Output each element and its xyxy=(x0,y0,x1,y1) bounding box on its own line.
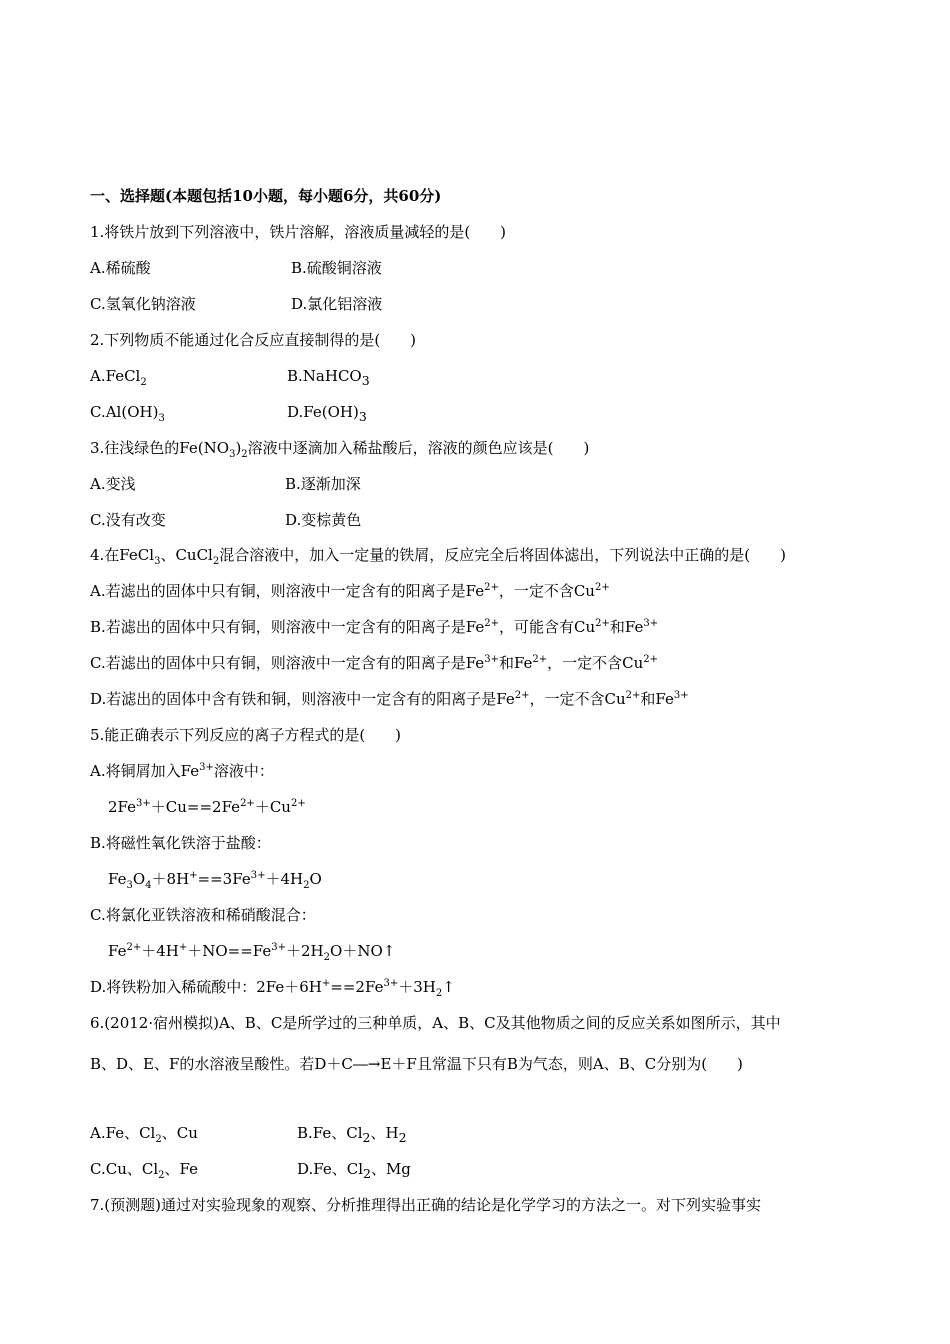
question-2-stem: 2.下列物质不能通过化合反应直接制得的是( ) xyxy=(90,331,417,349)
question-4-option-a: A.若滤出的固体中只有铜，则溶液中一定含有的阳离子是$Fe^{2+}$，一定不含$Cu^{2+}$ xyxy=(90,582,610,600)
question-5-stem: 5.能正确表示下列反应的离子方程式的是( ) xyxy=(90,726,402,744)
question-5-option-b: B.将磁性氧化铁溶于盐酸： xyxy=(90,834,271,852)
question-3-option-b: B.逐渐加深 xyxy=(285,475,361,493)
question-1-stem: 1.将铁片放到下列溶液中，铁片溶解，溶液质量减轻的是( ) xyxy=(90,223,507,241)
section-title: 一、选择题(本题包括10小题，每小题6分，共60分) xyxy=(90,187,442,205)
question-6-option-d: D.Fe、$Cl_2$、Mg xyxy=(297,1160,411,1181)
question-1-option-d: D.氯化铝溶液 xyxy=(291,295,383,313)
question-6-option-b: B.Fe、$Cl_2$、$H_2$ xyxy=(297,1124,407,1145)
question-3-option-a: A.变浅 xyxy=(90,475,136,493)
question-1-option-b: B.硫酸铜溶液 xyxy=(291,259,382,277)
question-5-option-a: A.将铜屑加入$Fe^{3+}$溶液中： xyxy=(90,762,274,780)
question-5-option-c: C.将氯化亚铁溶液和稀硝酸混合： xyxy=(90,906,316,924)
question-2-option-d: $D.Fe(OH)_3$ xyxy=(287,403,367,424)
question-3-stem: 3.往浅绿色的$Fe(NO_3)_2$溶液中逐滴加入稀盐酸后，溶液的颜色应该是( ) xyxy=(90,439,590,460)
question-6-option-a: A.Fe、$Cl_2$、Cu xyxy=(90,1124,198,1145)
question-6-stem-line-1: 6.(2012·宿州模拟)A、B、C是所学过的三种单质，A、B、C及其他物质之间的反应关系如图所示，其中 xyxy=(90,1014,781,1032)
question-5-equation-a: $2Fe^{3+}+Cu==2Fe^{2+}+Cu^{2+}$ xyxy=(108,798,306,816)
question-2-option-b: B.NaHCO$_3$ xyxy=(287,367,370,388)
question-1-option-a: A.稀硫酸 xyxy=(90,259,151,277)
question-4-stem: 4.在FeCl$_3$、CuCl$_2$混合溶液中，加入一定量的铁屑，反应完全后将固体滤出，下列说法中正确的是( ) xyxy=(90,546,786,567)
question-4-option-d: D.若滤出的固体中含有铁和铜，则溶液中一定含有的阳离子是$Fe^{2+}$，一定不含$Cu^{2+}$和$Fe^{3+}$ xyxy=(90,690,689,708)
question-7-stem-line-1: 7.(预测题)通过对实验现象的观察、分析推理得出正确的结论是化学学习的方法之一。对下列实验事实 xyxy=(90,1196,762,1214)
question-1-option-c: C.氢氧化钠溶液 xyxy=(90,295,196,313)
question-3-option-c: C.没有改变 xyxy=(90,511,166,529)
question-6-stem-line-2: B、D、E、F的水溶液呈酸性。若D＋C―→E＋F且常温下只有B为气态，则A、B、C分别为( ) xyxy=(90,1055,743,1073)
question-5-equation-c: $Fe^{2+}+4H^++NO==Fe^{3+}+2H_2O+NO↑$ xyxy=(108,942,396,963)
question-2-option-c: $C.Al(OH)_3$ xyxy=(90,403,165,424)
question-3-option-d: D.变棕黄色 xyxy=(285,511,362,529)
question-2-option-a: A.FeCl$_2$ xyxy=(90,367,147,388)
question-5-equation-b: $Fe_3O_4+8H^+==3Fe^{3+}+4H_2O$ xyxy=(108,870,322,891)
question-6-option-c: C.Cu、$Cl_2$、Fe xyxy=(90,1160,198,1181)
question-4-option-c: C.若滤出的固体中只有铜，则溶液中一定含有的阳离子是$Fe^{3+}$和$Fe^{2+}$，一定不含$Cu^{2+}$ xyxy=(90,654,659,672)
question-5-option-d: D.将铁粉加入稀硫酸中：$2Fe+6H^+==2Fe^{3+}+3H_2↑$ xyxy=(90,978,455,999)
question-4-option-b: B.若滤出的固体中只有铜，则溶液中一定含有的阳离子是$Fe^{2+}$，可能含有$Cu^{2+}$和$Fe^{3+}$ xyxy=(90,618,659,636)
